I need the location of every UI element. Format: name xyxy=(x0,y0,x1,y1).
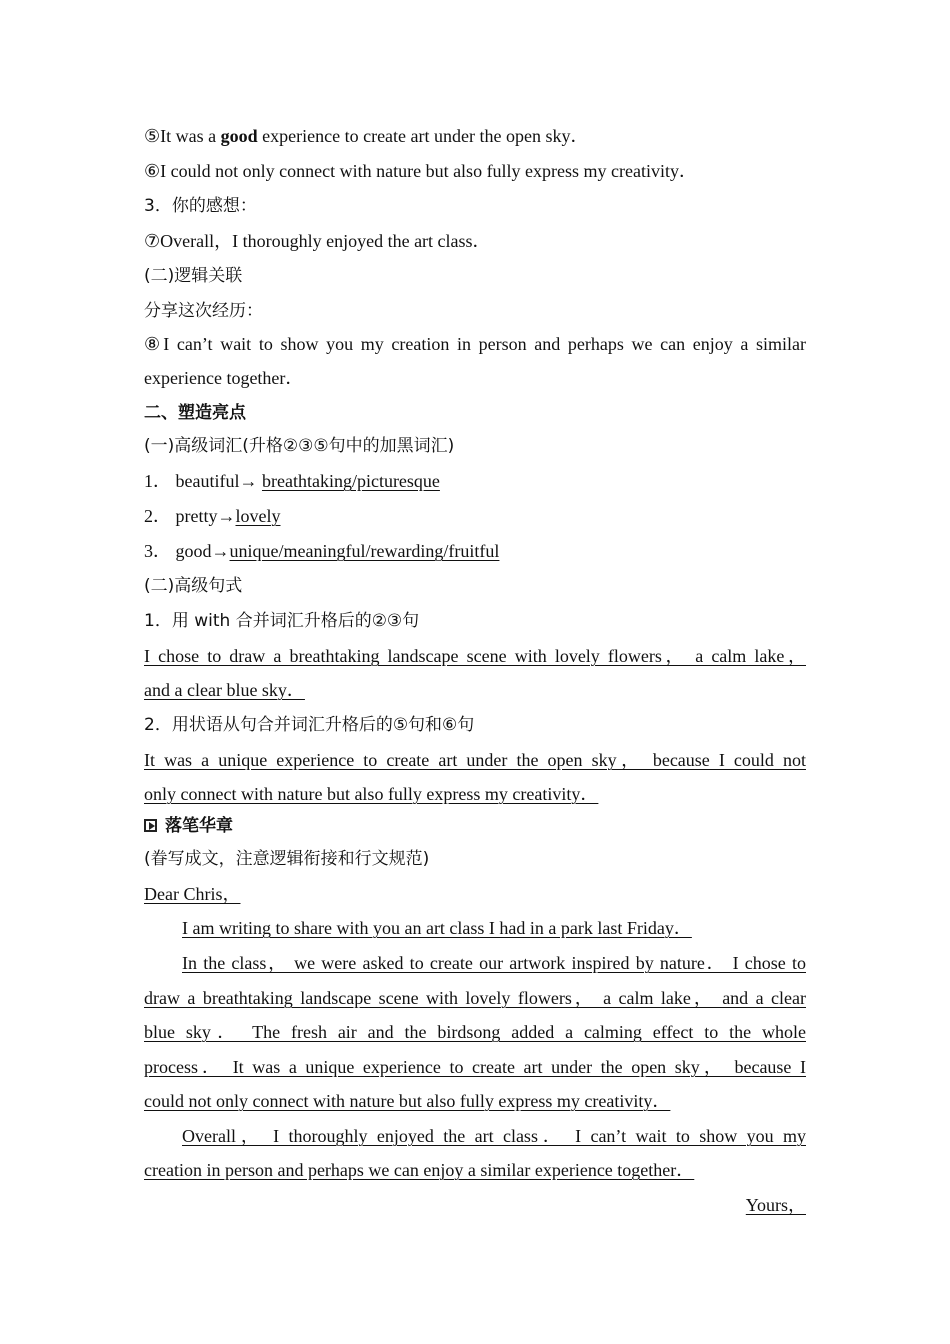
answer-1-line-2: and a clear blue sky． xyxy=(144,680,305,700)
instruction-note: (眷写成文，注意逻辑衔接和行文规范) xyxy=(144,849,430,869)
vocab-answer: unique/meaningful/rewarding/fruitful xyxy=(229,541,500,561)
sentence-5-part-b: experience to create art under the open sky． xyxy=(257,126,589,146)
sentence-7: ⑦Overall，I thoroughly enjoyed the art class． xyxy=(144,231,491,251)
vocab-answer: breathtaking/picturesque xyxy=(261,471,440,491)
letter-paragraph-3-line-1: Overall， I thoroughly enjoyed the art class． I can’t wait to show you my xyxy=(182,1126,806,1146)
question-2: 2．用状语从句合并词汇升格后的⑤句和⑥句 xyxy=(144,715,475,735)
letter-paragraph-1: I am writing to share with you an art class I had in a park last Friday． xyxy=(182,918,692,938)
answer-2-line-2: only connect with nature but also fully express my creativity． xyxy=(144,784,599,804)
letter-greeting: Dear Chris， xyxy=(144,884,241,904)
heading-logic-link: (二)逻辑关联 xyxy=(144,266,243,286)
heading-your-feelings: 3．你的感想： xyxy=(144,196,257,216)
letter-paragraph-2-line-3: blue sky． The fresh air and the birdsong added a calming effect to the whole xyxy=(144,1022,806,1042)
heading-advanced-vocab: (一)高级词汇(升格②③⑤句中的加黑词汇) xyxy=(144,436,455,456)
letter-paragraph-2-line-5: could not only connect with nature but also fully express my creativity． xyxy=(144,1091,671,1111)
sentence-6: ⑥I could not only connect with nature but also fully express my creativity． xyxy=(144,161,698,181)
heading-highlights: 二、塑造亮点 xyxy=(144,403,246,423)
question-1: 1．用 with 合并词汇升格后的②③句 xyxy=(144,611,420,631)
vocab-word: good→ xyxy=(175,541,230,561)
letter-paragraph-2-line-2: draw a breathtaking landscape scene with lovely flowers， a calm lake， and a clear xyxy=(144,988,806,1008)
vocab-item xyxy=(144,505,806,527)
heading-advanced-sentences: (二)高级句式 xyxy=(144,576,243,596)
vocab-number: 3． xyxy=(144,541,171,561)
vocab-number: 1． xyxy=(144,471,171,491)
sentence-5 xyxy=(144,125,806,147)
answer-1-line-1: I chose to draw a breathtaking landscape scene with lovely flowers， a calm lake， xyxy=(144,646,806,666)
vocab-number: 2． xyxy=(144,506,171,526)
vocab-word: beautiful→ xyxy=(175,471,262,491)
vocab-item xyxy=(144,470,806,492)
sentence-8-line-2: experience together． xyxy=(144,368,304,388)
play-arrow-icon xyxy=(144,819,157,832)
answer-2-line-1: It was a unique experience to create art under the open sky， because I could not xyxy=(144,750,806,770)
letter-paragraph-2-line-1: In the class， we were asked to create our artwork inspired by nature． I chose to xyxy=(182,953,806,973)
letter-paragraph-2-line-4: process． It was a unique experience to create art under the open sky， because I xyxy=(144,1057,806,1077)
letter-closing: Yours， xyxy=(745,1195,806,1215)
vocab-item xyxy=(144,540,806,562)
bold-word-good: good xyxy=(220,126,258,146)
vocab-word: pretty→ xyxy=(175,506,236,526)
section-title: 落笔华章 xyxy=(144,815,806,837)
sentence-5-part-a: ⑤It was a xyxy=(144,126,221,146)
vocab-answer: lovely xyxy=(235,506,281,526)
letter-paragraph-3-line-2: creation in person and perhaps we can enjoy a similar experience together． xyxy=(144,1160,695,1180)
heading-share-experience: 分享这次经历： xyxy=(144,301,263,321)
sentence-8-line-1: ⑧I can’t wait to show you my creation in person and perhaps we can enjoy a similar xyxy=(144,334,806,354)
